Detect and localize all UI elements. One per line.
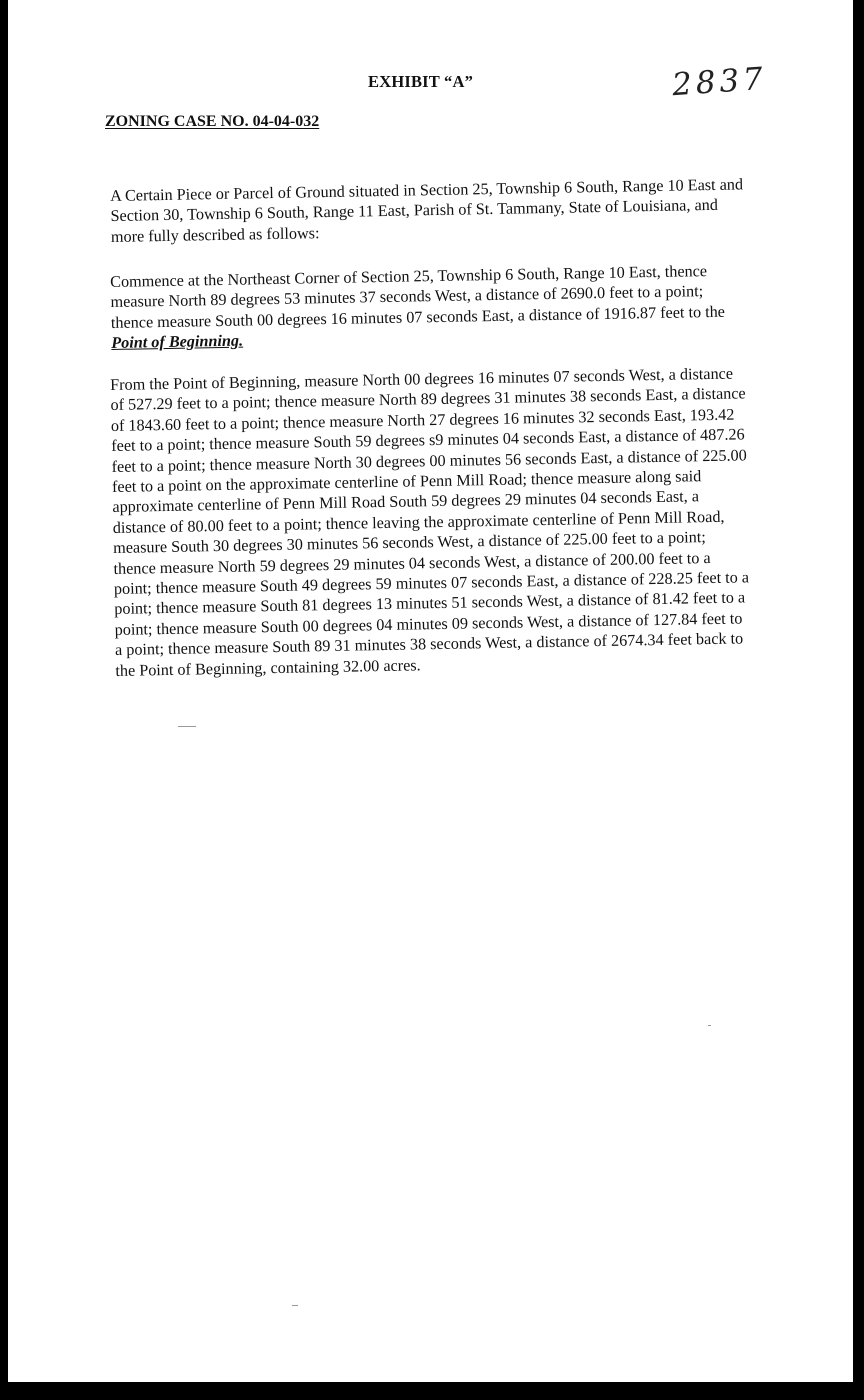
scan-speck: [292, 1305, 298, 1306]
scan-border-left: [0, 0, 8, 1400]
commencement-paragraph: [110, 260, 747, 353]
scan-border-right: [853, 0, 864, 1400]
zoning-case-number: ZONING CASE NO. 04-04-032: [105, 113, 320, 130]
commencement-text: Commence at the Northeast Corner of Section 25, Township 6 South, Range 10 East, thence measure North 89 degrees 53 minutes 37 seconds West, a distance of 2690.0 feet to a point; thence measure South 00 degrees 16 minutes 07 seconds East, a distance of 1916.87 feet to the: [110, 262, 726, 332]
scan-speck: [708, 1025, 711, 1026]
document-page: [8, 0, 853, 1382]
handwritten-page-number: 2837: [670, 60, 769, 104]
exhibit-title: EXHIBIT “A”: [368, 72, 474, 91]
point-of-beginning-label: Point of Beginning.: [111, 331, 244, 353]
scan-speck: [178, 726, 196, 727]
scan-border-bottom: [0, 1382, 864, 1400]
parcel-description-paragraph: A Certain Piece or Parcel of Ground situated in Section 25, Township 6 South, Range 10 East and Section 30, Township 6 South, Range 11 East, Parish of St. Tammany, State of Louisiana, and more fully described as follows:: [110, 175, 744, 246]
boundary-description-paragraph: From the Point of Beginning, measure North 00 degrees 16 minutes 07 seconds West, a distance of 527.29 feet to a point; thence measure North 89 degrees 31 minutes 38 seconds East, a distance of 1843.60 feet to a point; thence measure North 27 degrees 16 minutes 32 seconds East, 193.42 feet to a point; thence measure South 59 degrees s9 minutes 04 seconds East, a distance of 487.26 feet to a point; thence measure North 30 degrees 00 minutes 56 seconds East, a distance of 225.00 feet to a point on the approximate centerline of Penn Mill Road; thence measure along said approximate centerline of Penn Mill Road South 59 degrees 29 minutes 04 seconds East, a distance of 80.00 feet to a point; thence leaving the approximate centerline of Penn Mill Road, measure South 30 degrees 30 minutes 56 seconds West, a distance of 225.00 feet to a point; thence measure North 59 degrees 29 minutes 04 seconds West, a distance of 200.00 feet to a point; thence measure South 49 degrees 59 minutes 07 seconds East, a distance of 228.25 feet to a point; thence measure South 81 degrees 13 minutes 51 seconds West, a distance of 81.42 feet to a point; thence measure South 00 degrees 04 minutes 09 seconds West, a distance of 127.84 feet to a point; thence measure South 89 31 minutes 38 seconds West, a distance of 2674.34 feet back to the Point of Beginning, containing 32.00 acres.: [110, 364, 750, 680]
